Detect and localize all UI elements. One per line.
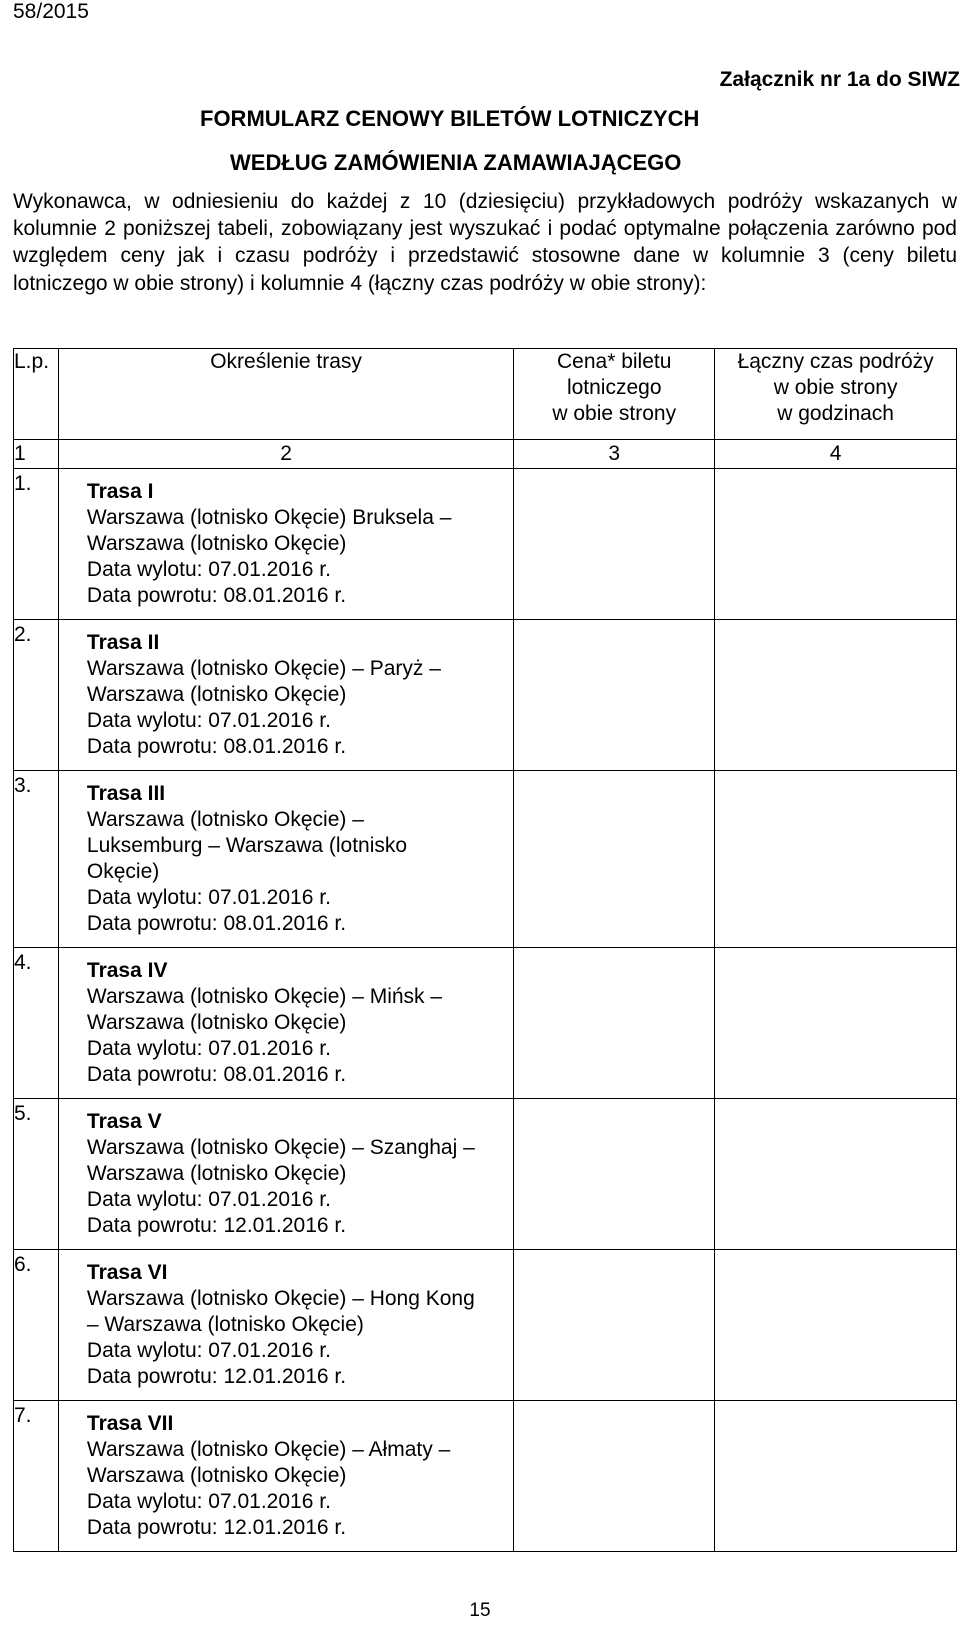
column-number: 1: [14, 440, 59, 469]
page-number: 15: [469, 1600, 491, 1621]
header-time-line: w obie strony: [773, 376, 898, 399]
route-line: Warszawa (lotnisko Okęcie) Bruksela –: [86, 506, 452, 529]
route-line: Warszawa (lotnisko Okęcie) – Ałmaty –: [86, 1438, 451, 1461]
route-name: Trasa VI: [86, 1261, 168, 1284]
intro-paragraph: Wykonawca, w odniesieniu do każdej z 10 (dziesięciu) przykładowych podróży wskazanych w kolumnie 2 poniższej tabeli, zobowiązany jest wyszukać i podać optymalne połączenia zarówno pod względem ceny jak i czasu podróży i przedstawić stosowne dane w kolumnie 3 (ceny biletu lotniczego w obie strony) i kolumnie 4 (łączny czas podróży w obie strony):: [13, 190, 957, 295]
column-number: 4: [715, 440, 957, 469]
route-line: Data powrotu: 08.01.2016 r.: [86, 1063, 347, 1086]
route-line: Warszawa (lotnisko Okęcie) –: [86, 808, 364, 831]
route-line: Data powrotu: 08.01.2016 r.: [86, 584, 347, 607]
route-line: Data powrotu: 08.01.2016 r.: [86, 735, 347, 758]
route-line: Data wylotu: 07.01.2016 r.: [86, 1037, 331, 1060]
total-time-input-cell[interactable]: [715, 1250, 957, 1401]
header-price: [514, 349, 715, 440]
route-description: [58, 1401, 513, 1552]
route-line: Warszawa (lotnisko Okęcie) – Hong Kong: [86, 1287, 475, 1310]
route-description: [58, 620, 513, 771]
route-description: [58, 469, 513, 620]
header-time-line: Łączny czas podróży: [737, 350, 934, 373]
route-rows: [14, 469, 957, 1552]
table-row: [14, 771, 957, 948]
header-time-line: w godzinach: [777, 402, 894, 425]
column-number: 2: [58, 440, 513, 469]
table-row: [14, 948, 957, 1099]
route-line: Data wylotu: 07.01.2016 r.: [86, 1490, 331, 1513]
header-route: Określenie trasy: [58, 349, 513, 440]
annex-label: Załącznik nr 1a do SIWZ: [719, 68, 960, 91]
row-number: 4.: [14, 948, 59, 1099]
route-line: Data powrotu: 08.01.2016 r.: [86, 912, 347, 935]
route-line: Data wylotu: 07.01.2016 r.: [86, 709, 331, 732]
route-line: Warszawa (lotnisko Okęcie) – Szanghaj –: [86, 1136, 475, 1159]
price-input-cell[interactable]: [514, 1099, 715, 1250]
form-title: FORMULARZ CENOWY BILETÓW LOTNICZYCH: [200, 106, 700, 131]
route-description: [58, 948, 513, 1099]
route-line: Data wylotu: 07.01.2016 r.: [86, 558, 331, 581]
header-price-line: lotniczego: [566, 376, 662, 399]
document-id: 58/2015: [13, 0, 89, 23]
table-row: [14, 620, 957, 771]
route-line: Warszawa (lotnisko Okęcie): [86, 532, 347, 555]
price-input-cell[interactable]: [514, 1250, 715, 1401]
route-line: Warszawa (lotnisko Okęcie) – Mińsk –: [86, 985, 443, 1008]
total-time-input-cell[interactable]: [715, 620, 957, 771]
route-line: Data powrotu: 12.01.2016 r.: [86, 1516, 347, 1539]
header-total-time: [715, 349, 957, 440]
price-input-cell[interactable]: [514, 1401, 715, 1552]
price-input-cell[interactable]: [514, 948, 715, 1099]
route-line: Data wylotu: 07.01.2016 r.: [86, 1188, 331, 1211]
route-description: [58, 1099, 513, 1250]
route-line: Warszawa (lotnisko Okęcie): [86, 1162, 347, 1185]
route-name: Trasa IV: [86, 959, 168, 982]
route-description: [58, 1250, 513, 1401]
route-name: Trasa I: [86, 480, 154, 503]
route-line: Warszawa (lotnisko Okęcie): [86, 1011, 347, 1034]
row-number: 7.: [14, 1401, 59, 1552]
table-row: [14, 1250, 957, 1401]
route-line: Warszawa (lotnisko Okęcie) – Paryż –: [86, 657, 441, 680]
price-input-cell[interactable]: [514, 620, 715, 771]
table-row: [14, 469, 957, 620]
route-line: Data wylotu: 07.01.2016 r.: [86, 886, 331, 909]
table-header-row: [14, 349, 957, 440]
total-time-input-cell[interactable]: [715, 948, 957, 1099]
column-number-row: [14, 440, 957, 469]
total-time-input-cell[interactable]: [715, 1099, 957, 1250]
route-description: [58, 771, 513, 948]
price-input-cell[interactable]: [514, 469, 715, 620]
total-time-input-cell[interactable]: [715, 1401, 957, 1552]
route-line: Data wylotu: 07.01.2016 r.: [86, 1339, 331, 1362]
row-number: 6.: [14, 1250, 59, 1401]
route-line: Data powrotu: 12.01.2016 r.: [86, 1214, 347, 1237]
row-number: 1.: [14, 469, 59, 620]
table-row: [14, 1401, 957, 1552]
header-price-line: w obie strony: [552, 402, 677, 425]
row-number: 5.: [14, 1099, 59, 1250]
route-line: Warszawa (lotnisko Okęcie): [86, 1464, 347, 1487]
row-number: 3.: [14, 771, 59, 948]
price-form-table: [13, 348, 957, 1552]
route-name: Trasa VII: [86, 1412, 174, 1435]
route-name: Trasa V: [86, 1110, 162, 1133]
price-input-cell[interactable]: [514, 771, 715, 948]
route-name: Trasa II: [86, 631, 160, 654]
total-time-input-cell[interactable]: [715, 469, 957, 620]
route-name: Trasa III: [86, 782, 166, 805]
total-time-input-cell[interactable]: [715, 771, 957, 948]
header-price-line: Cena* biletu: [557, 350, 672, 373]
route-line: Warszawa (lotnisko Okęcie): [86, 683, 347, 706]
header-lp: L.p.: [14, 349, 59, 440]
route-line: Data powrotu: 12.01.2016 r.: [86, 1365, 347, 1388]
route-line: – Warszawa (lotnisko Okęcie): [86, 1313, 364, 1336]
form-subtitle: WEDŁUG ZAMÓWIENIA ZAMAWIAJĄCEGO: [230, 150, 682, 175]
route-line: Okęcie): [86, 860, 160, 883]
route-line: Luksemburg – Warszawa (lotnisko: [86, 834, 408, 857]
row-number: 2.: [14, 620, 59, 771]
column-number: 3: [514, 440, 715, 469]
table-row: [14, 1099, 957, 1250]
